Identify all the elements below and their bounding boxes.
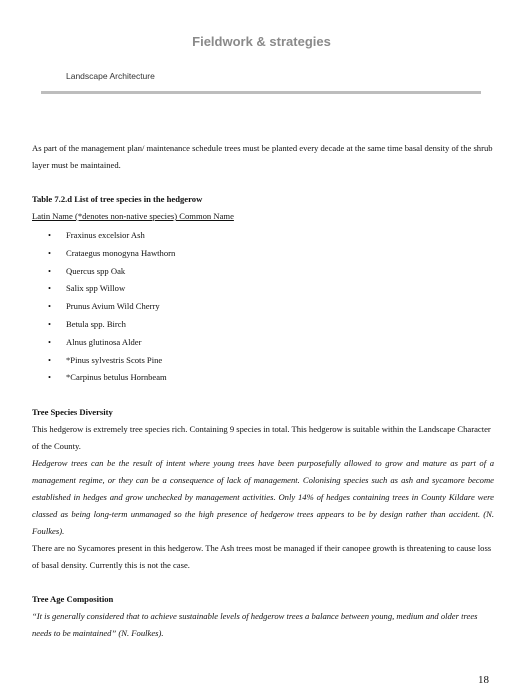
bullet-icon: • <box>48 354 52 365</box>
age-heading: Tree Age Composition <box>32 594 114 605</box>
species-name: Fraxinus excelsior Ash <box>66 230 145 240</box>
list-item <box>32 369 494 387</box>
sycamore-paragraph: There are no Sycamores present in this hedgerow. The Ash trees most be managed if their canopee growth is threatening to cause loss of basal density. Currently this is not the case. <box>32 543 492 571</box>
list-item <box>32 245 494 263</box>
diversity-quote: Hedgerow trees can be the result of intent where young trees have been purposefully allowed to grow and mature as part of a management regime, or they can be a consequence of lack of management. Colonising species such as ash and sycamore become established in hedges and grow unchecked by management activities. Only 14% of hedges containing trees in County Kildare were classed as being long-term unmanaged so the high presence of hedgerow trees appears to be by design rather than accident. (N. Foulkes). <box>32 458 494 537</box>
list-item <box>32 227 494 245</box>
list-item <box>32 352 494 370</box>
bullet-icon: • <box>48 336 52 347</box>
species-name: Alnus glutinosa Alder <box>66 336 142 347</box>
intro-paragraph: As part of the management plan/ maintenance schedule trees must be planted every decade at the same time basal density of the shrub layer must be maintained. <box>32 143 493 170</box>
table-column-header: Latin Name (*denotes non-native species) Common Name <box>32 211 234 221</box>
bullet-icon: • <box>48 372 52 383</box>
species-list <box>32 227 494 387</box>
bullet-icon: • <box>48 265 52 276</box>
diversity-heading: Tree Species Diversity <box>32 407 113 418</box>
species-name: Salix spp Willow <box>66 283 126 294</box>
page-number: 18 <box>478 674 489 686</box>
list-item <box>32 263 494 281</box>
list-item <box>32 298 494 316</box>
species-name: *Pinus sylvestris Scots Pine <box>66 354 163 365</box>
species-name: Prunus Avium Wild Cherry <box>66 301 160 312</box>
list-item <box>32 334 494 352</box>
bullet-icon: • <box>48 318 52 329</box>
page-header-subtitle: Landscape Architecture <box>66 71 155 81</box>
bullet-icon: • <box>48 247 52 258</box>
header-rule <box>41 91 481 94</box>
species-name: Quercus spp Oak <box>66 265 126 276</box>
page-header-title: Fieldwork & strategies <box>192 34 331 49</box>
diversity-paragraph: This hedgerow is extremely tree species rich. Containing 9 species in total. This hedgerow is suitable within the Landscape Character of the County. <box>32 424 491 452</box>
list-item <box>32 316 494 334</box>
table-title: Table 7.2.d List of tree species in the hedgerow <box>32 194 203 204</box>
page-content <box>32 140 494 642</box>
bullet-icon: • <box>48 283 52 294</box>
bullet-icon: • <box>48 230 52 240</box>
species-name: Crataegus monogyna Hawthorn <box>66 247 176 258</box>
list-item <box>32 280 494 298</box>
species-name: Betula spp. Birch <box>66 318 126 329</box>
bullet-icon: • <box>48 301 52 312</box>
species-name: *Carpinus betulus Hornbeam <box>66 372 167 383</box>
age-quote: “It is generally considered that to achieve sustainable levels of hedgerow trees a balance between young, medium and older trees needs to be maintained” (N. Foulkes). <box>32 611 478 639</box>
